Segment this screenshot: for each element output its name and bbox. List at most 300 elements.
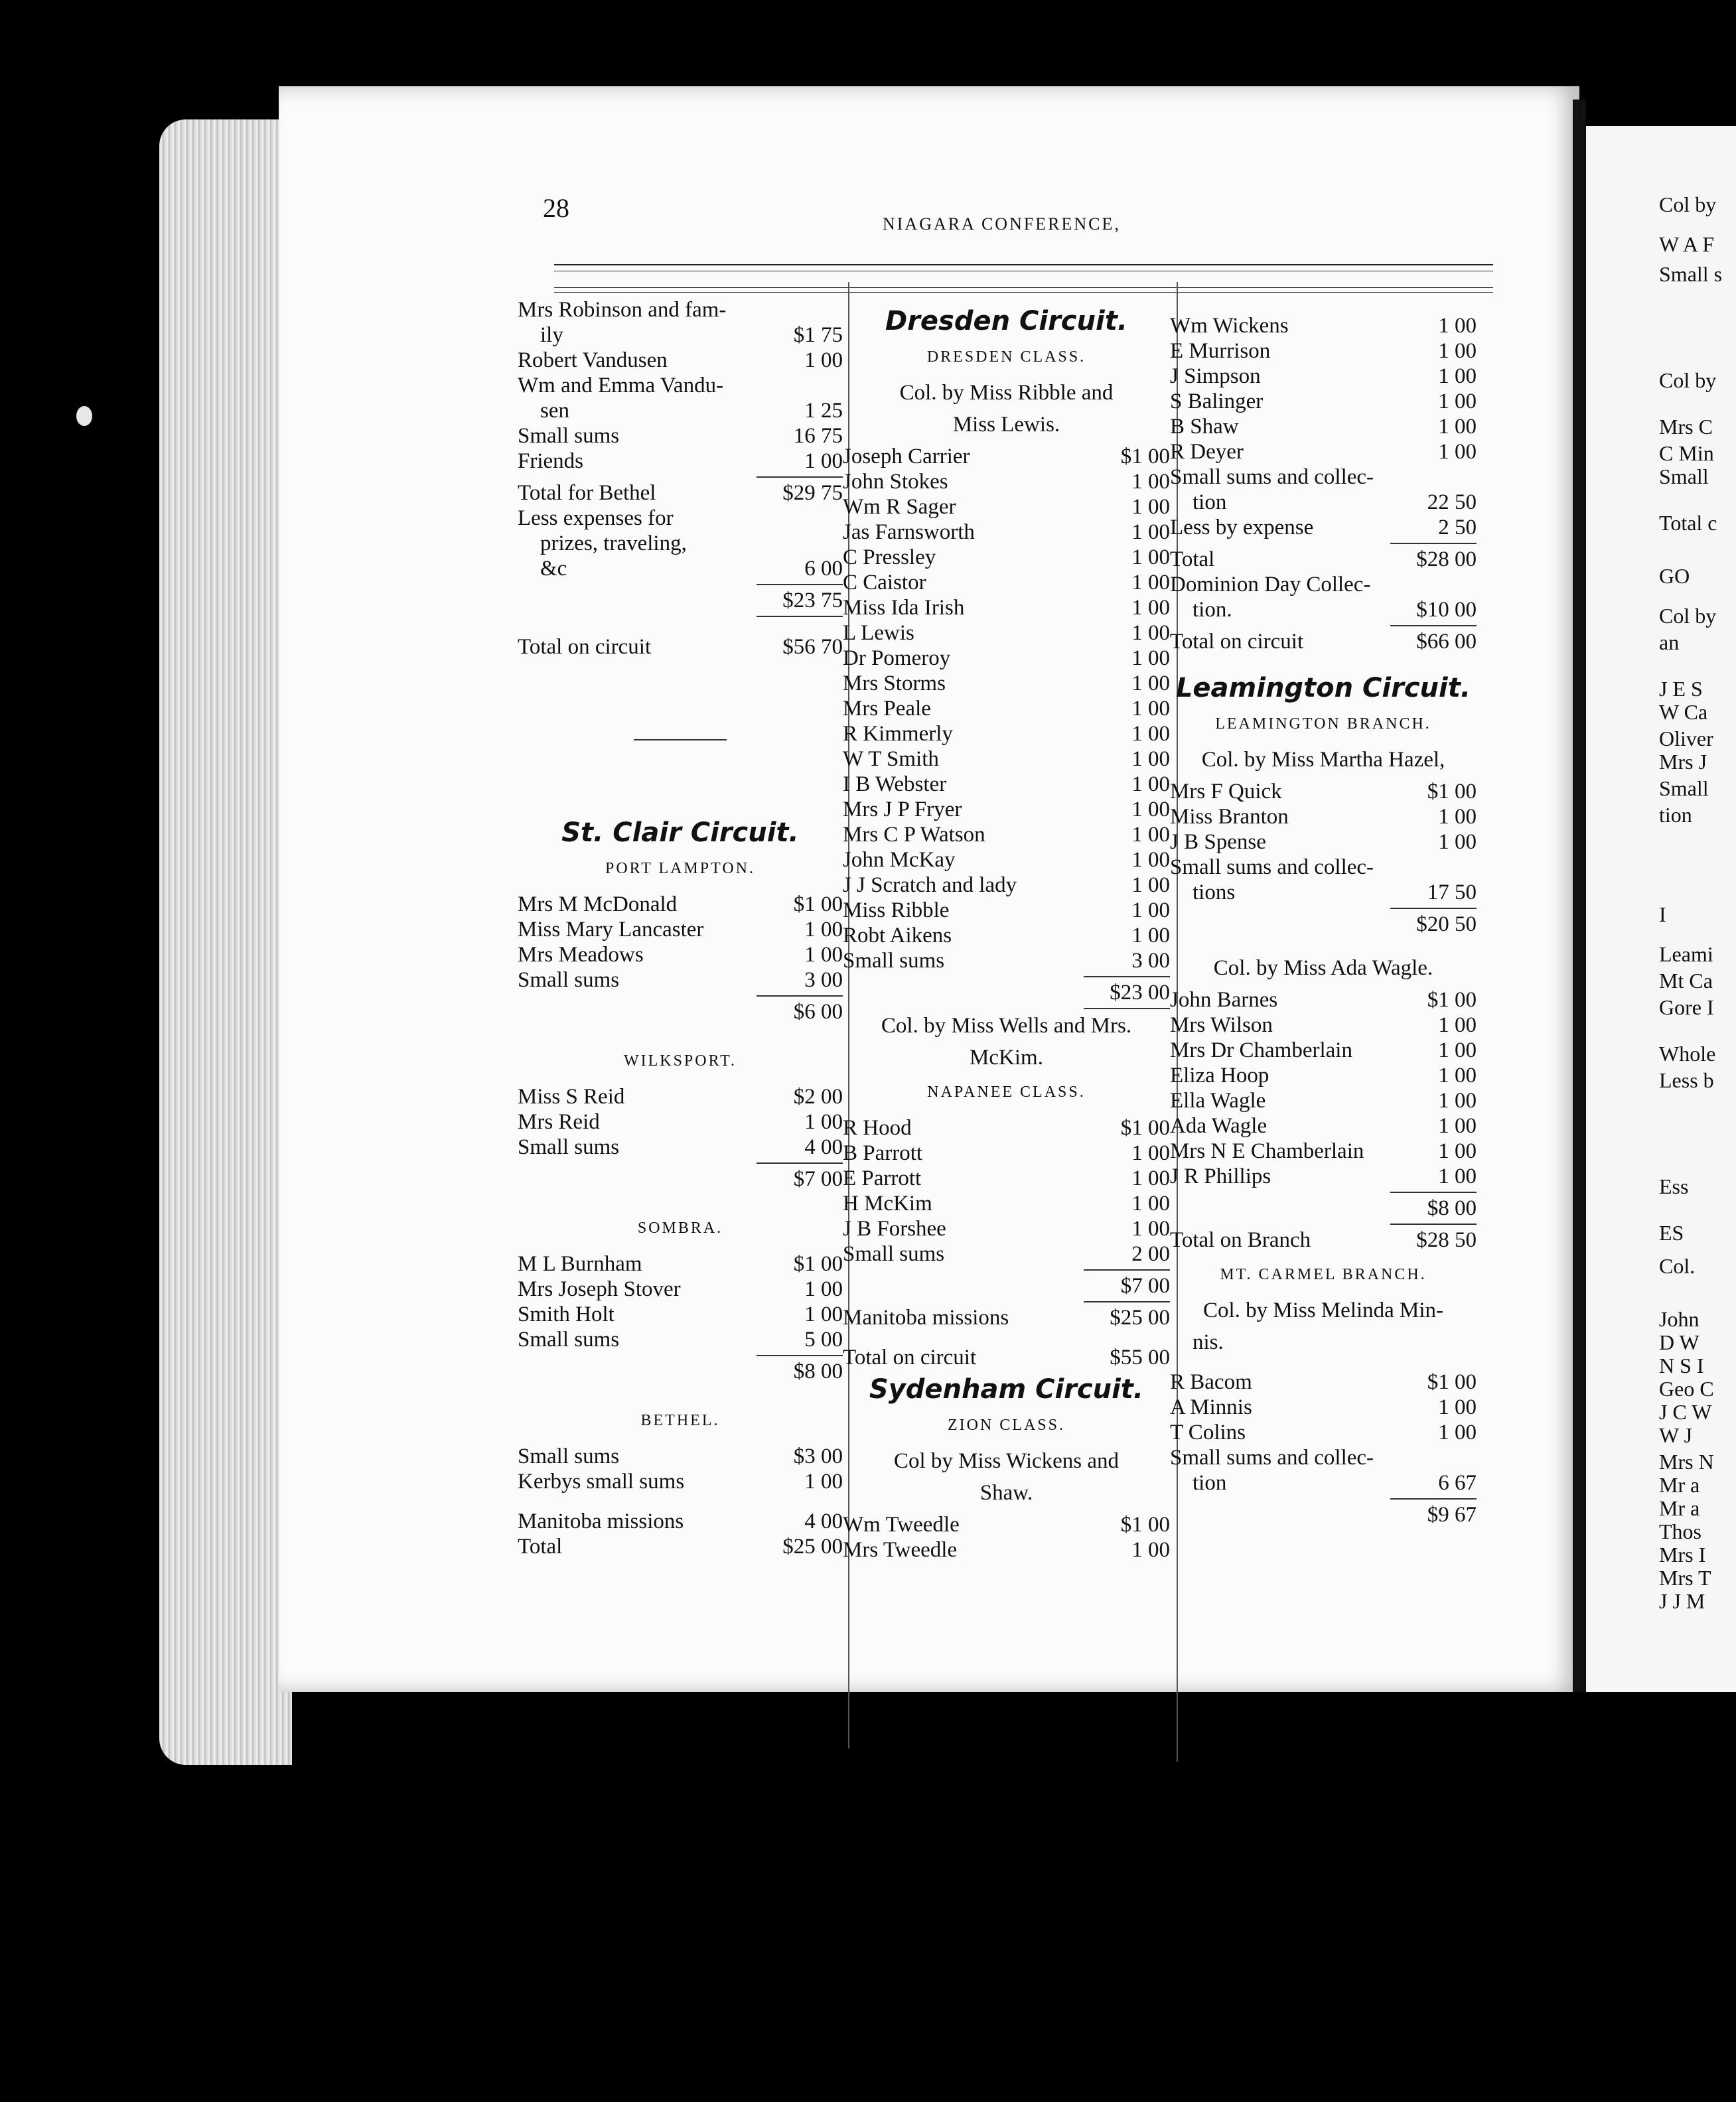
entry-amount: 1 00: [1131, 1166, 1170, 1190]
table-row: [1170, 1113, 1477, 1139]
entry-name: Total: [1170, 547, 1215, 571]
entry-amount: $1 00: [1427, 988, 1477, 1012]
entry-name: Jas Farnsworth: [843, 520, 975, 544]
table-row: [843, 746, 1170, 772]
next-page-fragment: Ess: [1659, 1174, 1689, 1198]
entry-name: Manitoba missions: [518, 1509, 684, 1533]
table-row: [843, 1345, 1170, 1370]
section-divider: [634, 739, 727, 740]
table-row: [518, 297, 843, 322]
next-page-fragment: tion: [1659, 803, 1692, 827]
sum-rule: [757, 1162, 843, 1164]
entry-name: Less by expense: [1170, 516, 1314, 539]
entry-name: &c: [540, 557, 567, 581]
entry-amount: $25 00: [782, 1535, 843, 1559]
collector-line: Col. by Miss Wells and Mrs.: [881, 1014, 1132, 1038]
circuit-title: Dresden Circuit.: [885, 306, 1128, 336]
entry-name: Mrs Wilson: [1170, 1013, 1273, 1037]
entry-name: M L Burnham: [518, 1252, 642, 1276]
entry-amount: 17 50: [1427, 880, 1477, 904]
table-row: [518, 1251, 843, 1277]
entry-amount: $66 00: [1416, 630, 1477, 654]
table-row: [1170, 855, 1477, 880]
entry-name: R Bacom: [1170, 1370, 1252, 1394]
subtotal-amount: $23 75: [782, 589, 843, 612]
entry-amount: 4 00: [804, 1135, 843, 1159]
entry-amount: 1 00: [1131, 1192, 1170, 1216]
entry-amount: 22 50: [1427, 490, 1477, 514]
sum-rule: [1390, 908, 1477, 909]
collector-line: Shaw.: [979, 1481, 1033, 1505]
entry-name: Ella Wagle: [1170, 1089, 1266, 1113]
entry-name: Mrs M McDonald: [518, 892, 678, 916]
next-page-fragment: GO: [1659, 564, 1690, 588]
next-page-fragment: Gore I: [1659, 995, 1714, 1019]
table-row: [518, 892, 843, 917]
entry-amount: 1 00: [1131, 495, 1170, 519]
entry-name: Small sums: [518, 424, 620, 448]
entry-amount: 1 00: [804, 1470, 843, 1494]
entry-name: R Deyer: [1170, 440, 1244, 464]
table-row: [1170, 1164, 1477, 1189]
table-row: [518, 942, 843, 967]
table-row: [518, 373, 843, 398]
entry-amount: 1 00: [1438, 805, 1477, 829]
entry-name: Small sums: [518, 1135, 620, 1159]
table-row: [1170, 1038, 1477, 1063]
entry-amount: 1 00: [1131, 621, 1170, 645]
entry-name: J J Scratch and lady: [843, 873, 1017, 897]
next-page-fragment: Col by: [1659, 604, 1717, 628]
header-rule-3: [554, 287, 1493, 288]
entry-name: Mrs Peale: [843, 697, 931, 721]
entry-amount: 1 00: [1131, 646, 1170, 670]
class-heading: ZION CLASS.: [947, 1417, 1065, 1434]
entry-name: Miss Ida Irish: [843, 596, 965, 620]
entry-name: Dr Pomeroy: [843, 646, 951, 670]
table-row: [843, 1141, 1170, 1166]
table-row: [843, 646, 1170, 671]
entry-name: Small sums: [518, 1328, 620, 1352]
entry-name: Kerbys small sums: [518, 1470, 685, 1494]
next-page-fragment: I: [1659, 902, 1666, 926]
entry-amount: $1 00: [793, 892, 843, 916]
table-row: [518, 480, 843, 506]
class-heading: DRESDEN CLASS.: [926, 348, 1086, 366]
next-page-fragment: J J M: [1659, 1589, 1705, 1613]
entry-amount: 1 00: [1131, 772, 1170, 796]
entry-name: tions: [1193, 880, 1236, 904]
entry-name: Total for Bethel: [518, 481, 656, 505]
table-row: [843, 797, 1170, 822]
table-row: [1170, 1063, 1477, 1088]
entry-name: Robert Vandusen: [518, 348, 668, 372]
entry-name: Small sums: [843, 1242, 945, 1266]
entry-amount: 1 00: [804, 449, 843, 473]
sum-rule: [1390, 543, 1477, 544]
table-row: [518, 1469, 843, 1494]
table-row: [518, 506, 843, 531]
entry-amount: 1 00: [1131, 747, 1170, 771]
table-row: [843, 469, 1170, 494]
table-row: [518, 398, 843, 423]
table-row: [1170, 364, 1477, 389]
next-page-fragment: Mr a: [1659, 1473, 1700, 1497]
entry-name: Smith Holt: [518, 1302, 615, 1326]
table-row: [518, 1084, 843, 1109]
entry-amount: $25 00: [1110, 1306, 1170, 1330]
class-heading: NAPANEE CLASS.: [927, 1084, 1086, 1101]
entry-amount: 1 00: [1131, 1141, 1170, 1165]
entry-name: R Hood: [843, 1116, 912, 1140]
entry-amount: 1 25: [804, 399, 843, 423]
entry-name: J B Forshee: [843, 1217, 946, 1241]
subtotal-amount: $7 00: [793, 1167, 843, 1191]
table-row: [518, 322, 843, 348]
table-row: [843, 1512, 1170, 1537]
entry-name: Small sums and collec-: [1170, 855, 1374, 879]
circuit-title: Sydenham Circuit.: [869, 1374, 1144, 1405]
entry-amount: 2 50: [1438, 516, 1477, 539]
entry-name: John McKay: [843, 848, 956, 872]
subtotal-amount: $23 00: [1110, 981, 1170, 1005]
table-row: [518, 1509, 843, 1534]
table-row: [518, 531, 843, 556]
entry-amount: $10 00: [1416, 598, 1477, 622]
entry-amount: 6 00: [804, 557, 843, 581]
next-page-fragment: an: [1659, 630, 1680, 654]
table-row: [843, 545, 1170, 570]
table-row: [518, 1277, 843, 1302]
next-page-fragment: Mrs J: [1659, 750, 1707, 774]
entry-name: Small sums: [518, 1444, 620, 1468]
entry-name: B Parrott: [843, 1141, 923, 1165]
entry-name: Total on circuit: [843, 1346, 977, 1369]
entry-name: Small sums and collec-: [1170, 465, 1374, 489]
entry-name: Dominion Day Collec-: [1170, 573, 1371, 596]
ink-blot: [76, 406, 92, 426]
entry-amount: 1 00: [804, 348, 843, 372]
next-page-fragment: Small: [1659, 464, 1709, 488]
table-row: [843, 570, 1170, 595]
table-row: [1170, 572, 1477, 597]
book-page-edges: [159, 119, 292, 1765]
next-page-fragment: Thos: [1659, 1519, 1701, 1543]
subtotal-amount: $8 00: [1427, 1196, 1477, 1220]
next-page-fragment: J E S: [1659, 677, 1703, 701]
entry-name: John Stokes: [843, 470, 948, 494]
entry-amount: 1 00: [1131, 520, 1170, 544]
entry-name: Wm Wickens: [1170, 314, 1289, 338]
entry-amount: 1 00: [1438, 364, 1477, 388]
collector-line: Col. by Miss Martha Hazel,: [1201, 748, 1445, 772]
entry-amount: 1 00: [1438, 1421, 1477, 1444]
table-row: [1170, 1470, 1477, 1496]
next-page-fragment: Mrs N: [1659, 1450, 1714, 1474]
table-row: [1170, 987, 1477, 1013]
subtotal-amount: $7 00: [1120, 1274, 1170, 1298]
table-row: [1170, 1420, 1477, 1445]
entry-name: C Caistor: [843, 571, 926, 595]
entry-amount: 1 00: [1438, 1064, 1477, 1087]
entry-amount: 1 00: [1438, 440, 1477, 464]
entry-amount: 1 00: [1438, 415, 1477, 439]
entry-name: I B Webster: [843, 772, 947, 796]
entry-amount: $3 00: [793, 1444, 843, 1468]
column-1: [518, 297, 843, 1559]
table-row: [843, 822, 1170, 847]
entry-amount: 1 00: [1438, 1164, 1477, 1188]
entry-amount: 1 00: [1438, 1139, 1477, 1163]
table-row: [518, 348, 843, 373]
entry-amount: 1 00: [1438, 1114, 1477, 1138]
entry-amount: $1 00: [1427, 780, 1477, 804]
entry-name: Total on circuit: [1170, 630, 1304, 654]
entry-amount: 1 00: [1438, 1089, 1477, 1113]
table-row: [843, 898, 1170, 923]
entry-name: Mrs Meadows: [518, 943, 644, 967]
entry-amount: $56 70: [782, 635, 843, 659]
entry-name: Total: [518, 1535, 563, 1559]
sum-rule: [757, 476, 843, 478]
table-row: [843, 1115, 1170, 1141]
entry-name: T Colins: [1170, 1421, 1246, 1444]
entry-name: A Minnis: [1170, 1395, 1252, 1419]
table-row: [1170, 490, 1477, 515]
class-heading: BETHEL.: [640, 1412, 720, 1429]
table-row: [843, 671, 1170, 696]
table-row: [1170, 804, 1477, 829]
next-page-fragment: Small s: [1659, 262, 1723, 286]
entry-amount: 1 00: [804, 1277, 843, 1301]
entry-amount: $28 00: [1416, 547, 1477, 571]
entry-name: Total on Branch: [1170, 1228, 1311, 1252]
collector-line: Col. by Miss Ribble and: [899, 381, 1114, 405]
entry-amount: 1 00: [1131, 823, 1170, 847]
class-heading: MT. CARMEL BRANCH.: [1220, 1266, 1427, 1283]
table-row: [843, 595, 1170, 620]
table-row: [843, 1537, 1170, 1563]
entry-amount: 1 00: [1438, 1038, 1477, 1062]
entry-name: Mrs Storms: [843, 671, 946, 695]
column-3: [1170, 313, 1477, 1527]
entry-amount: 1 00: [1438, 1395, 1477, 1419]
entry-name: E Murrison: [1170, 339, 1271, 363]
entry-name: H McKim: [843, 1192, 932, 1216]
table-row: [843, 696, 1170, 721]
entry-amount: 1 00: [1131, 873, 1170, 897]
sum-rule: [757, 616, 843, 617]
entry-amount: $1 00: [1120, 1513, 1170, 1537]
entry-amount: $28 50: [1416, 1228, 1477, 1252]
next-page-fragment: Col by: [1659, 192, 1717, 216]
entry-amount: 1 00: [804, 1302, 843, 1326]
table-row: [518, 1135, 843, 1160]
table-row: [1170, 597, 1477, 622]
entry-name: Small sums and collec-: [1170, 1446, 1374, 1470]
table-row: [1170, 464, 1477, 490]
entry-name: Ada Wagle: [1170, 1114, 1267, 1138]
entry-name: Miss Mary Lancaster: [518, 918, 704, 942]
table-row: [843, 847, 1170, 873]
table-row: [843, 494, 1170, 520]
entry-name: Mrs J P Fryer: [843, 798, 962, 821]
entry-amount: 1 00: [1131, 671, 1170, 695]
entry-amount: 5 00: [804, 1328, 843, 1352]
entry-amount: 1 00: [1438, 830, 1477, 854]
table-row: [1170, 1088, 1477, 1113]
entry-name: Mrs Robinson and fam-: [518, 298, 727, 322]
sum-rule: [757, 995, 843, 997]
entry-amount: 1 00: [1131, 1217, 1170, 1241]
collector-line: nis.: [1193, 1330, 1224, 1354]
entry-name: Mrs N E Chamberlain: [1170, 1139, 1364, 1163]
table-row: [843, 1191, 1170, 1216]
entry-name: sen: [540, 399, 569, 423]
next-page-fragment: Small: [1659, 776, 1709, 800]
entry-amount: 1 00: [804, 943, 843, 967]
next-page-fragment: Col by: [1659, 368, 1717, 392]
table-row: [843, 923, 1170, 948]
entry-name: Total on circuit: [518, 635, 652, 659]
table-row: [518, 449, 843, 474]
entry-amount: 1 00: [1131, 898, 1170, 922]
next-page-fragment: Mrs C: [1659, 415, 1713, 439]
table-row: [843, 520, 1170, 545]
table-row: [518, 1534, 843, 1559]
class-heading: SOMBRA.: [637, 1220, 723, 1237]
circuit-title: Leamington Circuit.: [1175, 673, 1471, 703]
entry-name: John Barnes: [1170, 988, 1278, 1012]
table-row: [1170, 1139, 1477, 1164]
table-row: [518, 1109, 843, 1135]
entry-amount: 1 00: [1131, 924, 1170, 947]
entry-name: Wm R Sager: [843, 495, 956, 519]
entry-name: Miss Branton: [1170, 805, 1289, 829]
entry-amount: 1 00: [1438, 1013, 1477, 1037]
collector-line: Col. by Miss Ada Wagle.: [1213, 956, 1433, 980]
table-row: [1170, 880, 1477, 905]
next-page-fragment: Geo C: [1659, 1377, 1714, 1401]
entry-amount: 1 00: [1131, 722, 1170, 746]
header-rule-1: [554, 264, 1493, 265]
table-row: [1170, 414, 1477, 439]
table-row: [518, 1302, 843, 1327]
next-page-fragment: ES: [1659, 1221, 1684, 1245]
entry-name: ily: [540, 323, 563, 347]
entry-name: Manitoba missions: [843, 1306, 1009, 1330]
entry-amount: $1 00: [1120, 445, 1170, 468]
entry-name: E Parrott: [843, 1166, 922, 1190]
entry-amount: $29 75: [782, 481, 843, 505]
entry-name: Wm Tweedle: [843, 1513, 960, 1537]
table-row: [518, 1444, 843, 1469]
entry-amount: $1 00: [793, 1252, 843, 1276]
next-page-fragment: Mt Ca: [1659, 969, 1713, 993]
entry-name: Robt Aikens: [843, 924, 952, 947]
next-page-fragment: D W: [1659, 1330, 1700, 1354]
entry-name: S Balinger: [1170, 389, 1264, 413]
table-row: [518, 917, 843, 942]
table-row: [518, 634, 843, 660]
sum-rule: [757, 584, 843, 585]
sum-rule: [1084, 1301, 1170, 1302]
table-row: [843, 444, 1170, 469]
table-row: [1170, 779, 1477, 804]
entry-amount: 1 00: [1438, 339, 1477, 363]
entry-amount: 1 00: [1438, 314, 1477, 338]
entry-name: Small sums: [843, 949, 945, 973]
table-row: [1170, 1013, 1477, 1038]
next-page-fragment: Col.: [1659, 1254, 1696, 1278]
entry-name: Mrs C P Watson: [843, 823, 985, 847]
table-row: [843, 1241, 1170, 1267]
column-2: [843, 302, 1170, 1563]
next-page-fragment: Mrs T: [1659, 1566, 1711, 1590]
entry-amount: 1 00: [1131, 798, 1170, 821]
entry-name: L Lewis: [843, 621, 914, 645]
next-page-fragment: C Min: [1659, 441, 1714, 465]
table-row: [843, 873, 1170, 898]
entry-name: J Simpson: [1170, 364, 1261, 388]
entry-name: Mrs Dr Chamberlain: [1170, 1038, 1352, 1062]
table-row: [518, 967, 843, 993]
next-page-fragment: Leami: [1659, 942, 1713, 966]
next-page-fragment: Total c: [1659, 511, 1717, 535]
next-page-fragment: J C W: [1659, 1400, 1712, 1424]
table-row: [1170, 338, 1477, 364]
table-row: [518, 1327, 843, 1352]
entry-amount: 1 00: [1131, 545, 1170, 569]
class-heading: WILKSPORT.: [623, 1052, 737, 1070]
table-row: [1170, 1395, 1477, 1420]
entry-amount: 1 00: [1438, 389, 1477, 413]
table-row: [1170, 515, 1477, 540]
entry-amount: $55 00: [1110, 1346, 1170, 1369]
entry-name: B Shaw: [1170, 415, 1239, 439]
table-row: [1170, 439, 1477, 464]
table-row: [1170, 313, 1477, 338]
entry-amount: 4 00: [804, 1509, 843, 1533]
entry-amount: $1 00: [1120, 1116, 1170, 1140]
entry-amount: 6 67: [1438, 1471, 1477, 1495]
subtotal-amount: $8 00: [793, 1360, 843, 1383]
next-page-fragment: Whole: [1659, 1042, 1716, 1066]
entry-amount: 1 00: [1131, 697, 1170, 721]
entry-amount: 1 00: [804, 918, 843, 942]
table-row: [843, 1216, 1170, 1241]
table-row: [1170, 829, 1477, 855]
entry-name: tion.: [1193, 598, 1232, 622]
class-heading: LEAMINGTON BRANCH.: [1215, 715, 1431, 733]
collector-line: McKim.: [970, 1046, 1043, 1070]
subtotal-amount: $20 50: [1416, 912, 1477, 936]
entry-name: Mrs Reid: [518, 1110, 600, 1134]
collector-line: Miss Lewis.: [952, 413, 1060, 437]
entry-name: C Pressley: [843, 545, 936, 569]
entry-amount: 1 00: [1131, 571, 1170, 595]
entry-amount: 3 00: [804, 968, 843, 992]
entry-name: tion: [1193, 1471, 1227, 1495]
page-number: 28: [543, 193, 569, 223]
next-page-fragment: N S I: [1659, 1354, 1704, 1377]
table-row: [1170, 389, 1477, 414]
collector-line: Col by Miss Wickens and: [893, 1449, 1120, 1473]
entry-name: prizes, traveling,: [540, 531, 687, 555]
running-head: NIAGARA CONFERENCE,: [883, 214, 1121, 234]
entry-amount: 1 00: [1131, 470, 1170, 494]
sum-rule: [1084, 1269, 1170, 1271]
